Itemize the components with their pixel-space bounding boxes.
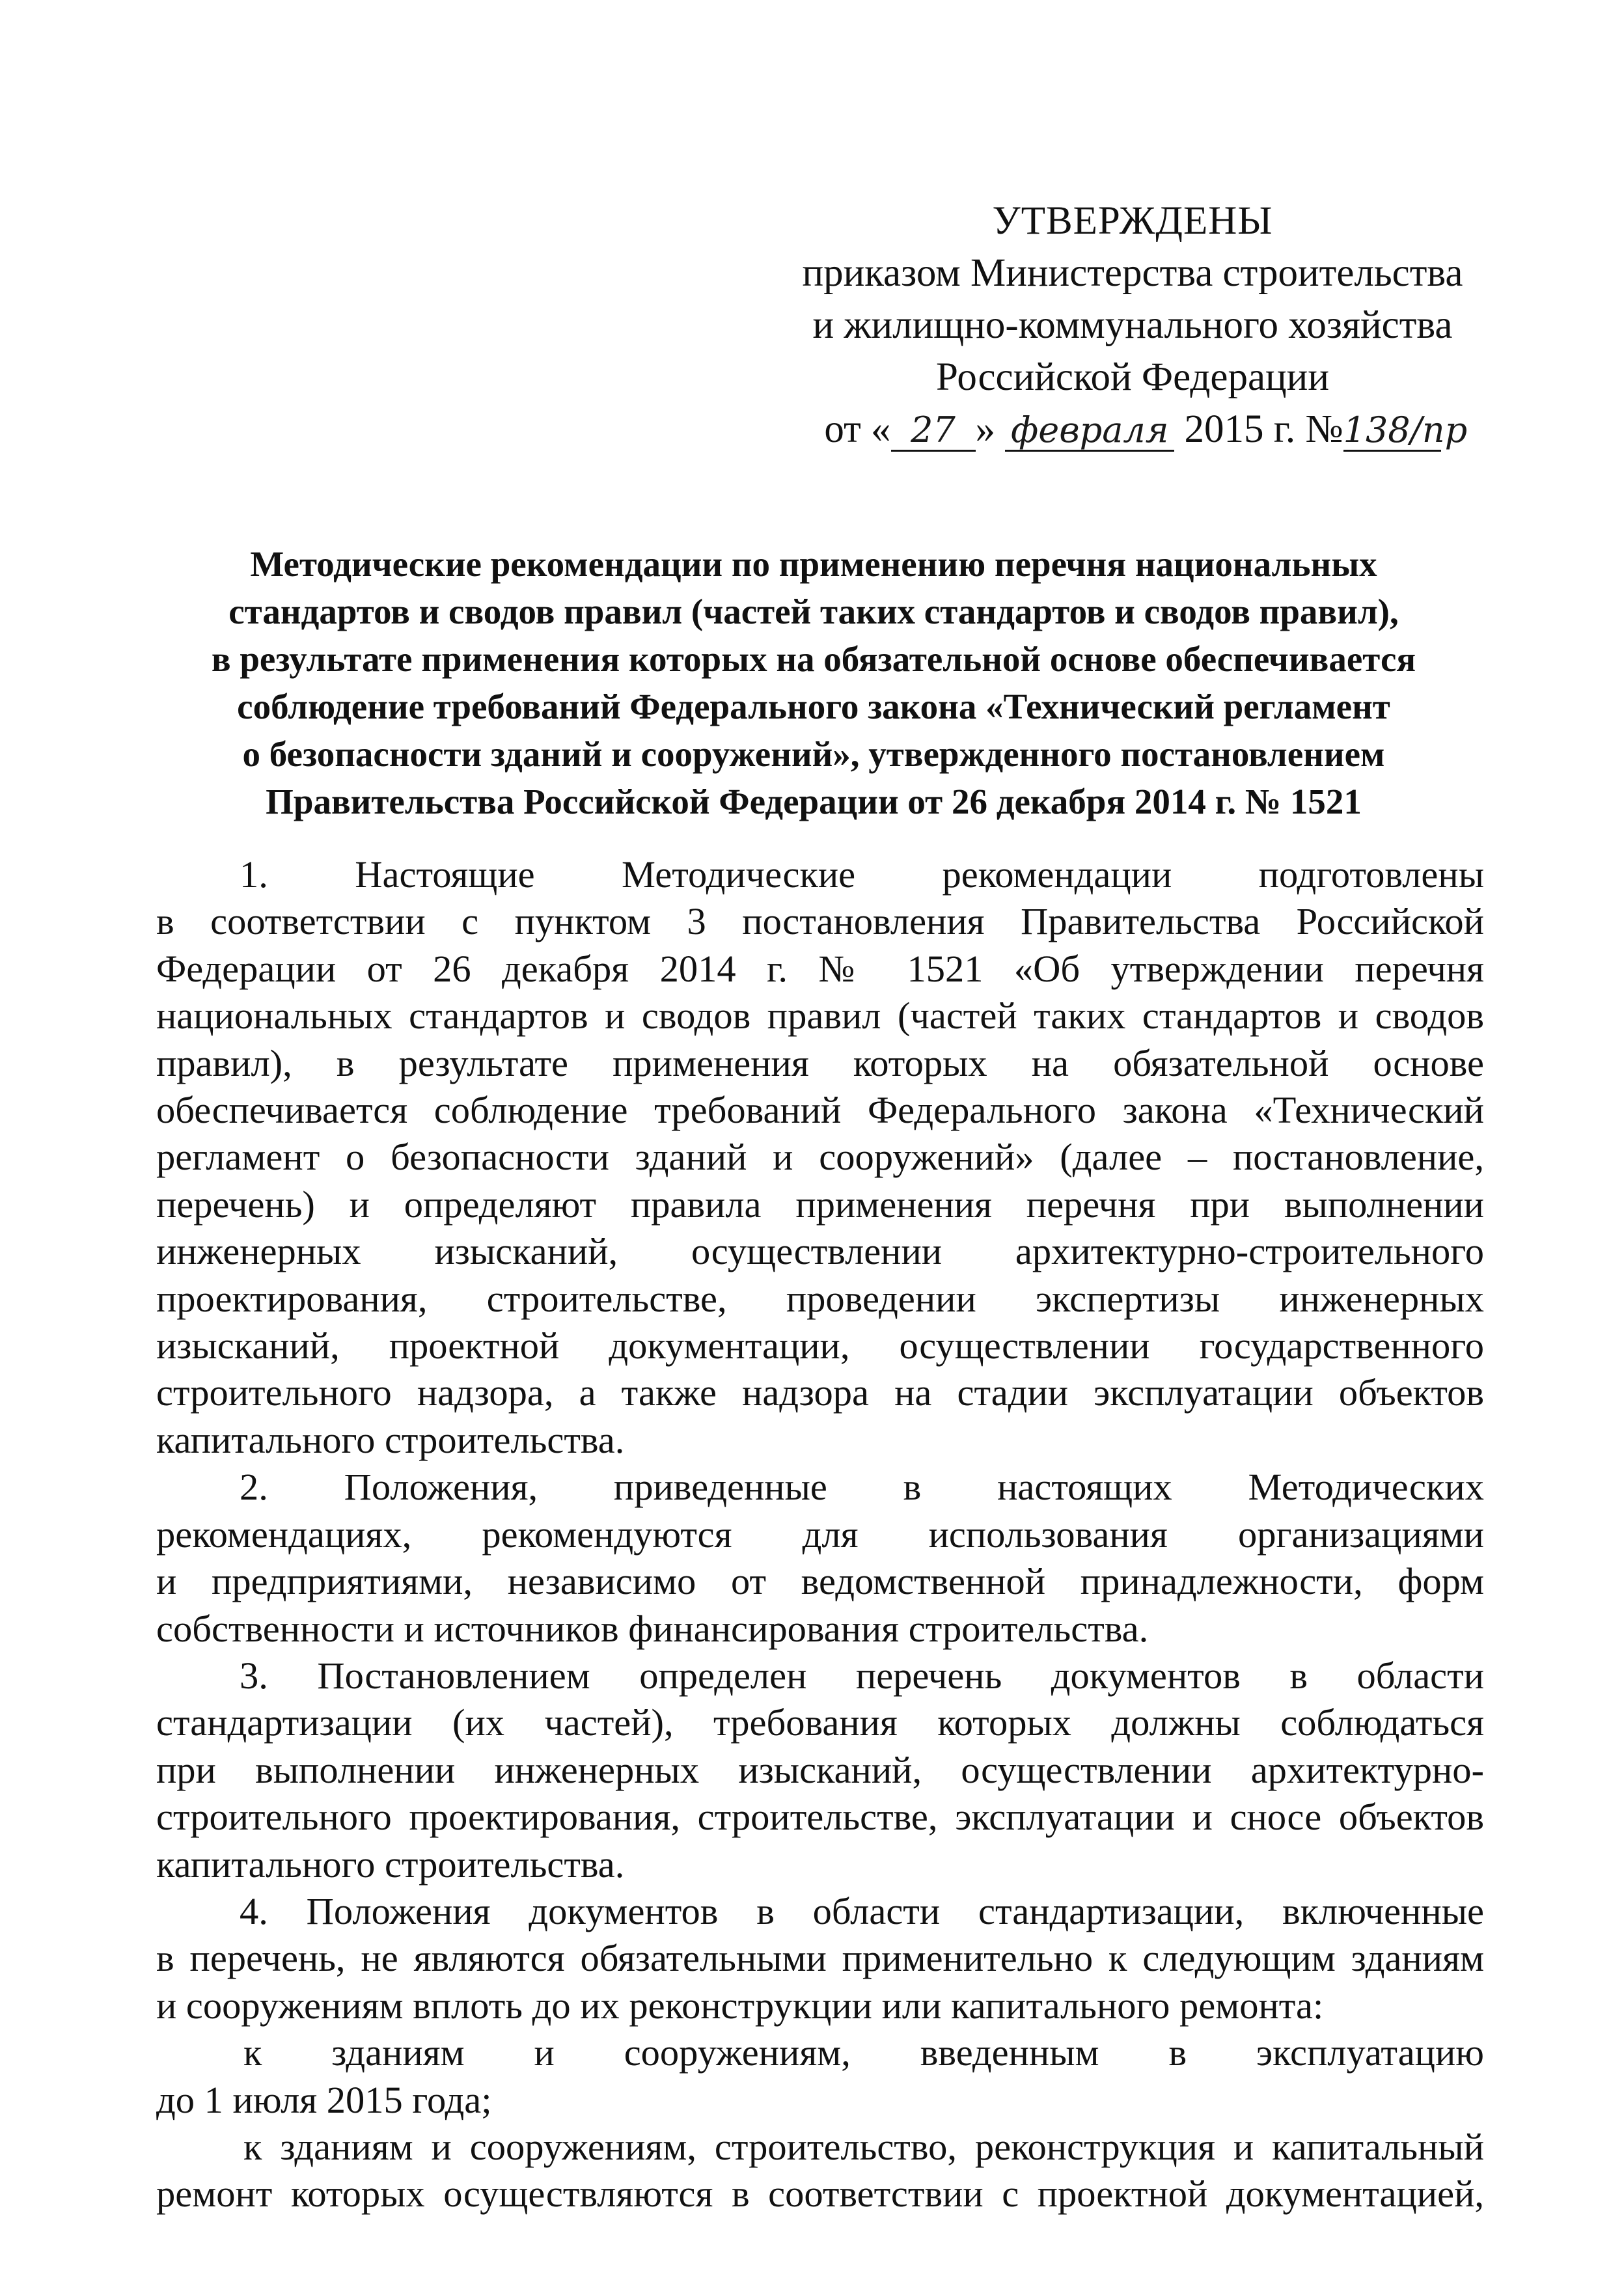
paragraph-3-line: капитального строительства. — [156, 1843, 625, 1886]
list-item-line: до 1 июля 2015 года; — [156, 2078, 492, 2121]
approval-line-2: и жилищно-коммунального хозяйства — [812, 303, 1453, 347]
paragraph-2-line: рекомендациях, рекомендуются для использования организациями — [156, 1513, 1484, 1556]
paragraph-4-line: и сооружениям вплоть до их реконструкции или капитального ремонта: — [156, 1984, 1324, 2027]
handwritten-month: февраля — [1005, 411, 1174, 452]
paragraph-1-line: Федерации от 26 декабря 2014 г. № 1521 «Об утверждении перечня — [156, 947, 1484, 990]
paragraph-1-line: 1. Настоящие Методические рекомендации подготовлены — [240, 853, 1484, 896]
paragraph-1-line: перечень) и определяют правила применения перечня при выполнении — [156, 1183, 1484, 1226]
paragraph-2-line: 2. Положения, приведенные в настоящих Методических — [240, 1466, 1484, 1509]
approval-line-1: приказом Министерства строительства — [802, 251, 1463, 295]
paragraph-1-line: инженерных изысканий, осуществлении архитектурно-строительного — [156, 1230, 1484, 1273]
list-item-line: к зданиям и сооружениям, введенным в эксплуатацию — [243, 2031, 1484, 2074]
paragraph-2-line: и предприятиями, независимо от ведомственной принадлежности, форм — [156, 1560, 1484, 1603]
paragraph-1-line: капитального строительства. — [156, 1418, 625, 1461]
title-line: Правительства Российской Федерации от 26 декабря 2014 г. № 1521 — [266, 782, 1362, 821]
paragraph-1-line: национальных стандартов и сводов правил (частей таких стандартов и сводов — [156, 995, 1484, 1037]
title-line: Методические рекомендации по применению перечня национальных — [250, 544, 1377, 584]
paragraph-3-line: строительного проектирования, строительстве, эксплуатации и сносе объектов — [156, 1796, 1484, 1839]
paragraph-3-line: стандартизации (их частей), требования которых должны соблюдаться — [156, 1701, 1484, 1744]
handwritten-order-number: 138/пр — [1343, 409, 1468, 450]
document-body — [156, 851, 1484, 2218]
list-item-line: ремонт которых осуществляются в соответствии с проектной документацией, — [156, 2173, 1484, 2216]
date-prefix: от « — [824, 407, 891, 451]
approval-heading: УТВЕРЖДЕНЫ — [992, 199, 1273, 243]
approval-block — [781, 195, 1484, 456]
approval-line-3: Российской Федерации — [936, 355, 1329, 399]
title-line: стандартов и сводов правил (частей таких стандартов и сводов правил), — [228, 592, 1399, 631]
paragraph-4-line: 4. Положения документов в области стандартизации, включенные — [240, 1889, 1484, 1932]
paragraph-2-line: собственности и источников финансирования строительства. — [156, 1607, 1149, 1650]
document-title — [143, 540, 1484, 825]
paragraph-1-line: проектирования, строительстве, проведении экспертизы инженерных — [156, 1277, 1484, 1320]
paragraph-1-line: регламент о безопасности зданий и сооружений» (далее – постановление, — [156, 1136, 1484, 1179]
year-text: 2015 г. № — [1184, 407, 1343, 451]
paragraph-1-line: в соответствии с пунктом 3 постановления Правительства Российской — [156, 900, 1484, 943]
paragraph-1-line: изысканий, проектной документации, осуществлении государственного — [156, 1324, 1484, 1367]
paragraph-1-line: обеспечивается соблюдение требований Федерального закона «Технический — [156, 1089, 1484, 1132]
title-line: о безопасности зданий и сооружений», утвержденного постановлением — [242, 734, 1385, 774]
title-line: в результате применения которых на обязательной основе обеспечивается — [211, 639, 1416, 679]
approval-date-line — [781, 404, 1484, 456]
list-item-line: к зданиям и сооружениям, строительство, реконструкция и капитальный — [243, 2125, 1484, 2168]
paragraph-3-line: при выполнении инженерных изысканий, осуществлении архитектурно- — [156, 1748, 1484, 1791]
paragraph-3-line: 3. Постановлением определен перечень документов в области — [240, 1654, 1484, 1697]
paragraph-1-line: строительного надзора, а также надзора на стадии эксплуатации объектов — [156, 1371, 1484, 1414]
date-mid: » — [975, 407, 995, 451]
paragraph-4-line: в перечень, не являются обязательными применительно к следующим зданиям — [156, 1937, 1484, 1980]
handwritten-day: 27 — [891, 411, 976, 452]
paragraph-1-line: правил), в результате применения которых на обязательной основе — [156, 1041, 1484, 1084]
title-line: соблюдение требований Федерального закона «Технический регламент — [237, 687, 1390, 726]
